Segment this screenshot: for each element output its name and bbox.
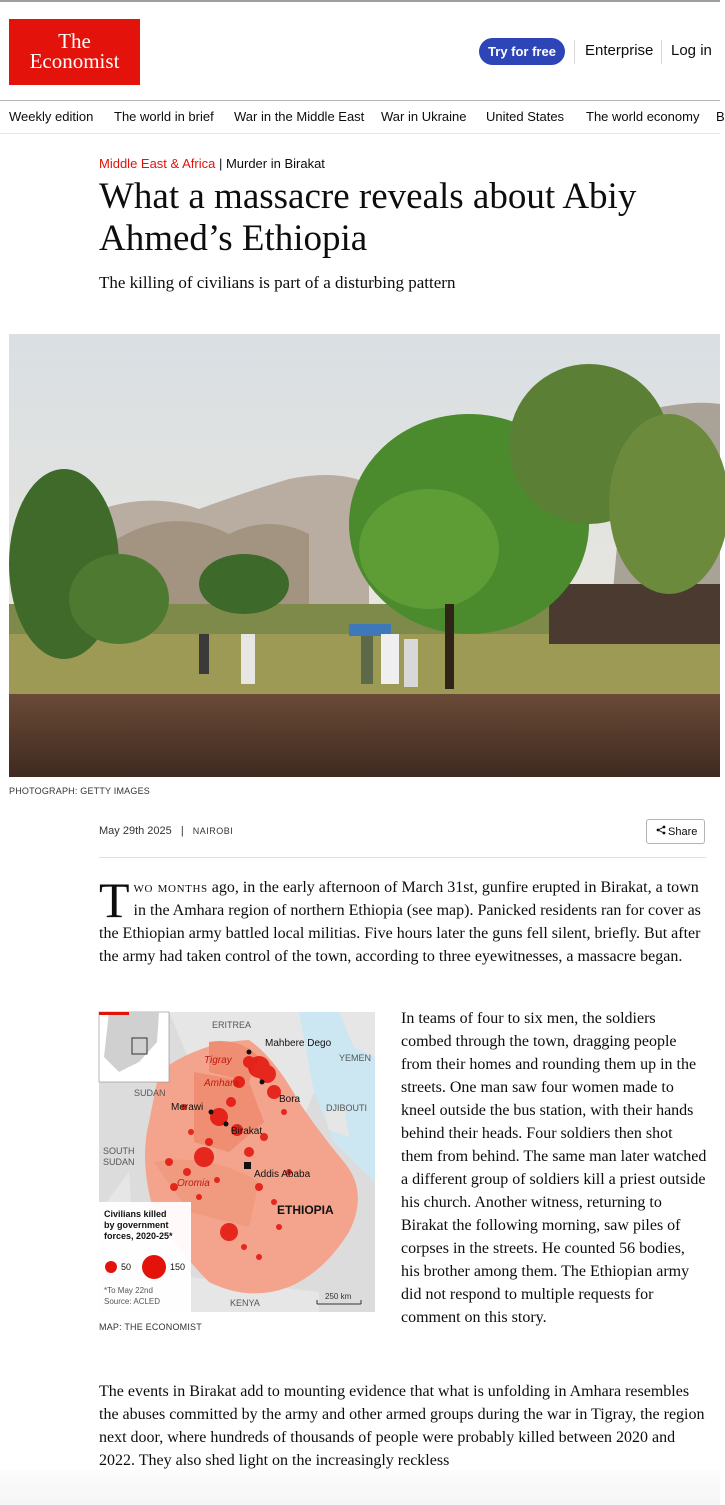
- map-label-tigray: Tigray: [204, 1055, 232, 1066]
- logo-line-1: The: [58, 29, 91, 53]
- ethiopia-map: [99, 1012, 375, 1312]
- paragraph-1: [99, 872, 706, 968]
- paragraph-2: In teams of four to six men, the soldiers combed through the town, dragging people from their homes and rounding them up in the streets. One man saw four women made to kneel outside the bus station, with their hands behind their heads. Four soldiers then shot them from behind. The same man later watched a different group of soldiers kill a priest outside his church. Another witness, returning to Birakat the following morning, saw piles of corpses in the streets. He counted 56 bodies, his brother among them. The Ethiopian army did not respond to multiple requests for comment on this story.: [401, 1010, 707, 1326]
- paragraph-1-lead: wo months: [133, 879, 208, 896]
- article-standfirst: The killing of civilians is part of a disturbing pattern: [99, 273, 456, 292]
- map-label-merawi: Merawi: [171, 1102, 204, 1113]
- topic-label: Murder in Birakat: [225, 156, 325, 171]
- nav-item-united-states[interactable]: United States: [486, 109, 565, 124]
- share-label: Share: [668, 826, 698, 838]
- map-label-mahbere-dego: Mahbere Dego: [265, 1038, 332, 1049]
- legend-title-line-3: forces, 2020-25*: [104, 1231, 173, 1241]
- legend-source: Source: ACLED: [104, 1297, 161, 1306]
- nav-item-world-economy[interactable]: The world economy: [586, 109, 700, 124]
- bottom-fade: [0, 1470, 720, 1505]
- paragraph-1-text: ago, in the early afternoon of March 31st, gunfire erupted in Birakat, a town in the Amhara region of northern Ethiopia (see map). Panicked residents ran for cover as the Ethiopian army battled local militias. Five hours later the guns fell silent, briefly. But after the army had taken control of the town, according to three eyewitnesses, a massacre began.: [99, 879, 701, 965]
- section-nav: [0, 100, 725, 134]
- map-label-south-sudan-1: SOUTH: [103, 1146, 135, 1156]
- nav-item-war-middle-east[interactable]: War in the Middle East: [234, 109, 365, 124]
- legend-large-value: 150: [170, 1262, 186, 1272]
- map-caption: MAP: THE ECONOMIST: [99, 1322, 202, 1332]
- drop-cap: T: [99, 872, 130, 928]
- article-headline: What a massacre reveals about Abiy Ahmed’s Ethiopia: [99, 176, 637, 259]
- nav-item-truncated[interactable]: B: [716, 109, 725, 124]
- article-location: NAIROBI: [192, 826, 234, 836]
- photo-caption: PHOTOGRAPH: GETTY IMAGES: [9, 786, 150, 796]
- share-button[interactable]: [646, 819, 705, 844]
- map-label-kenya: KENYA: [230, 1298, 260, 1308]
- enterprise-link[interactable]: Enterprise: [585, 42, 654, 59]
- article-date: May 29th 2025: [99, 825, 172, 837]
- map-label-bora: Bora: [279, 1094, 301, 1105]
- map-label-sudan: SUDAN: [134, 1088, 166, 1098]
- legend-small-value: 50: [121, 1262, 132, 1272]
- logo-line-2: Economist: [29, 49, 120, 73]
- map-label-yemen: YEMEN: [339, 1053, 372, 1063]
- economist-logo[interactable]: [9, 19, 140, 85]
- paragraph-3: The events in Birakat add to mounting evidence that what is unfolding in Amhara resembles the abuses committed by the army and other armed groups during the war in Tigray, the region next door, where hundreds of thousands of people were probably killed between 2020 and 2022. They also shed light on the increasingly reckless: [99, 1383, 705, 1469]
- meta-rule: [99, 857, 706, 858]
- meta-separator: |: [180, 825, 184, 837]
- article-meta: [99, 825, 233, 837]
- kicker-divider: |: [215, 156, 226, 171]
- legend-title-line-1: Civilians killed: [104, 1209, 167, 1219]
- header-divider: [661, 40, 662, 64]
- nav-item-weekly-edition[interactable]: Weekly edition: [9, 109, 94, 124]
- site-header: [0, 2, 720, 100]
- map-label-birakat: Birakat: [231, 1126, 263, 1137]
- header-divider: [574, 40, 575, 64]
- map-label-ethiopia: ETHIOPIA: [277, 1203, 334, 1217]
- article-kicker: [99, 156, 325, 171]
- section-link[interactable]: Middle East & Africa: [99, 156, 216, 171]
- try-for-free-button[interactable]: Try for free: [479, 38, 565, 65]
- map-scale-label: 250 km: [325, 1292, 352, 1301]
- legend-title-line-2: by government: [104, 1220, 169, 1230]
- legend-note: *To May 22nd: [104, 1286, 153, 1295]
- map-label-oromia: Oromia: [177, 1178, 210, 1189]
- share-icon: [656, 825, 666, 838]
- hero-photo: [9, 334, 720, 777]
- map-label-eritrea: ERITREA: [212, 1020, 252, 1030]
- nav-item-war-ukraine[interactable]: War in Ukraine: [381, 109, 467, 124]
- map-label-djibouti: DJIBOUTI: [326, 1103, 368, 1113]
- map-label-addis-ababa: Addis Ababa: [254, 1169, 311, 1180]
- nav-item-world-in-brief[interactable]: The world in brief: [114, 109, 214, 124]
- login-link[interactable]: Log in: [671, 42, 712, 59]
- map-label-amhara: Amhara: [204, 1078, 240, 1089]
- map-label-south-sudan-2: SUDAN: [103, 1157, 135, 1167]
